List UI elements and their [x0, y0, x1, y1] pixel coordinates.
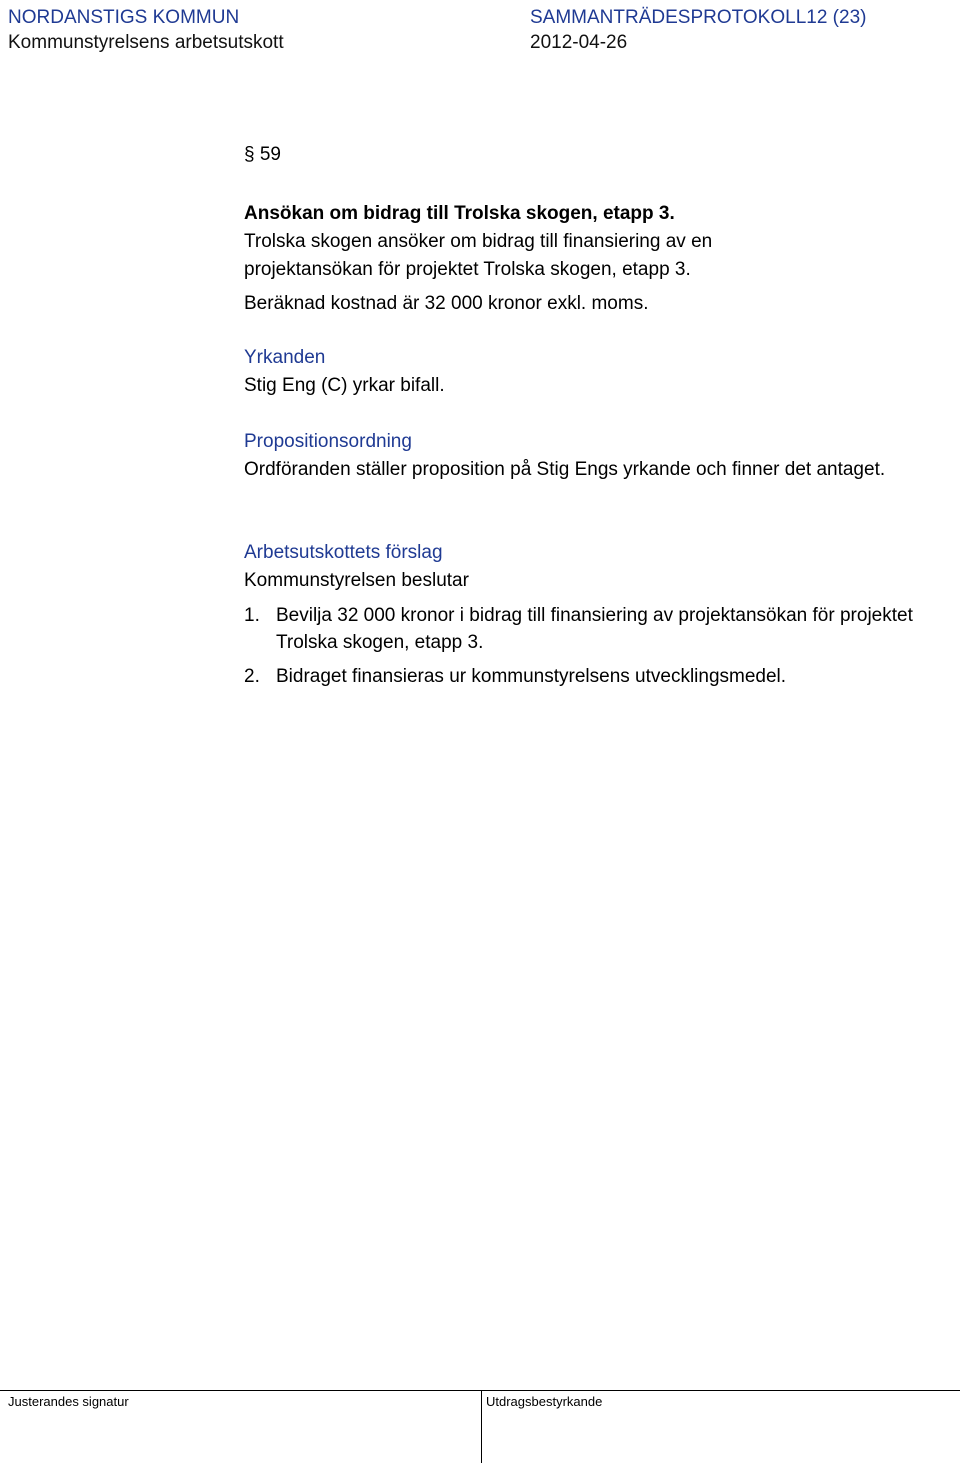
- footer-divider: [0, 1390, 960, 1391]
- protocol-title: SAMMANTRÄDESPROTOKOLL12 (23): [530, 7, 867, 28]
- committee-name: Kommunstyrelsens arbetsutskott: [8, 32, 284, 53]
- propositionsordning-heading: Propositionsordning: [244, 431, 412, 452]
- list-item-number: 2.: [244, 666, 260, 687]
- forslag-text: Kommunstyrelsen beslutar: [244, 570, 469, 591]
- footer-column-divider: [481, 1390, 482, 1463]
- yrkanden-heading: Yrkanden: [244, 347, 326, 368]
- paragraph-number: § 59: [244, 144, 281, 165]
- paragraph-title: Ansökan om bidrag till Trolska skogen, etapp 3.: [244, 203, 675, 224]
- org-name: NORDANSTIGS KOMMUN: [8, 7, 240, 28]
- certification-label: Utdragsbestyrkande: [486, 1394, 603, 1409]
- list-item-number: 1.: [244, 605, 260, 626]
- paragraph-cost: Beräknad kostnad är 32 000 kronor exkl. moms.: [244, 293, 649, 314]
- propositionsordning-text: Ordföranden ställer proposition på Stig Engs yrkande och finner det antaget.: [244, 459, 886, 480]
- list-item: [244, 602, 944, 656]
- section-propositionsordning: [244, 428, 944, 484]
- paragraph-intro: Trolska skogen ansöker om bidrag till finansiering av en projektansökan för projektet Trolska skogen, etapp 3.: [244, 231, 713, 280]
- paragraph-body: [244, 200, 944, 318]
- section-forslag: [244, 539, 944, 595]
- meeting-date: 2012-04-26: [530, 32, 628, 53]
- signature-label: Justerandes signatur: [8, 1394, 129, 1409]
- forslag-heading: Arbetsutskottets förslag: [244, 542, 443, 563]
- yrkanden-text: Stig Eng (C) yrkar bifall.: [244, 375, 445, 396]
- list-item-text: Bevilja 32 000 kronor i bidrag till finansiering av projektansökan för projektet Trolska skogen, etapp 3.: [276, 605, 913, 653]
- section-yrkanden: [244, 344, 944, 400]
- list-item: [244, 663, 944, 690]
- list-item-text: Bidraget finansieras ur kommunstyrelsens utvecklingsmedel.: [276, 666, 787, 687]
